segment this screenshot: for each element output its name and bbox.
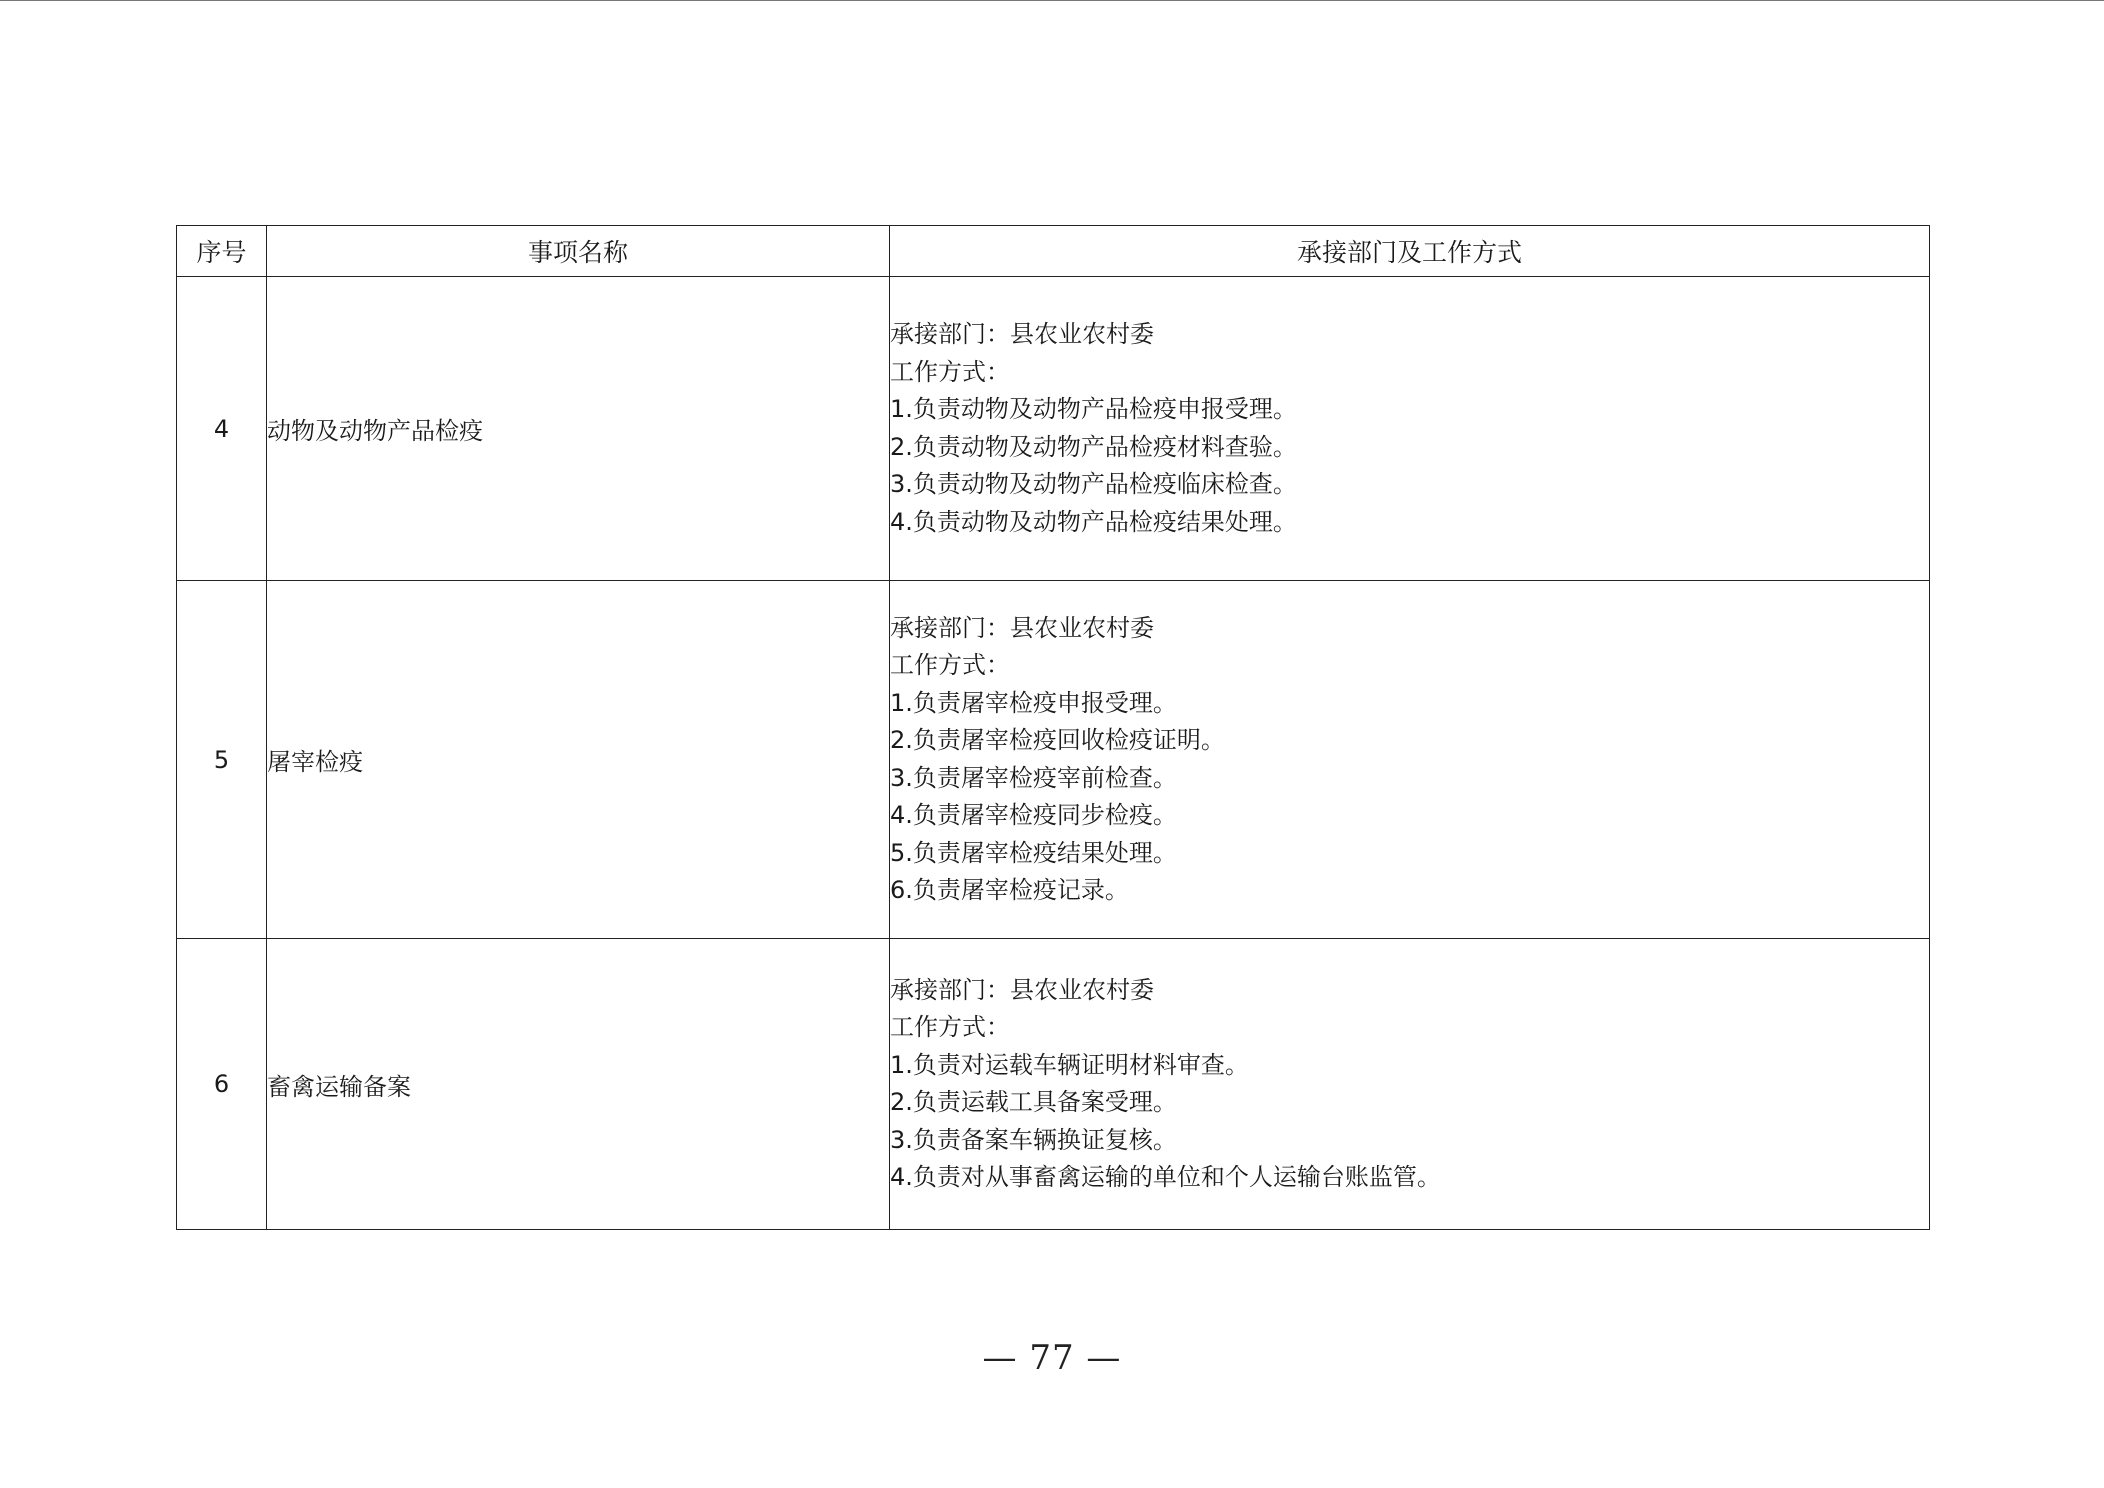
row-item-name: 屠宰检疫	[267, 581, 890, 939]
row-item-name: 动物及动物产品检疫	[267, 277, 890, 581]
row-seq: 4	[177, 277, 267, 581]
dept-line: 4.负责动物及动物产品检疫结果处理。	[890, 507, 1297, 536]
dept-line: 6.负责屠宰检疫记录。	[890, 876, 1129, 904]
dept-line: 工作方式：	[890, 651, 1010, 679]
dept-line: 工作方式：	[890, 357, 1010, 386]
dept-line: 5.负责屠宰检疫结果处理。	[890, 838, 1177, 867]
table-row	[177, 277, 1930, 581]
dept-line: 3.负责动物及动物产品检疫临床检查。	[890, 470, 1297, 498]
dept-line: 1.负责动物及动物产品检疫申报受理。	[890, 395, 1297, 423]
row-dept-method	[890, 581, 1930, 939]
dept-line: 2.负责动物及动物产品检疫材料查验。	[890, 432, 1297, 461]
row-dept-method	[890, 277, 1930, 581]
table-row	[177, 939, 1930, 1230]
dept-line: 1.负责屠宰检疫申报受理。	[890, 688, 1177, 717]
header-item-name: 事项名称	[267, 226, 890, 277]
dept-line: 1.负责对运载车辆证明材料审查。	[890, 1050, 1249, 1079]
dept-line: 承接部门：县农业农村委	[890, 320, 1154, 348]
responsibility-table	[176, 225, 1930, 1230]
dept-line: 3.负责备案车辆换证复核。	[890, 1125, 1177, 1154]
page-number: — 77 —	[982, 1338, 1122, 1378]
table-header-row	[177, 226, 1930, 277]
dept-line: 4.负责对从事畜禽运输的单位和个人运输台账监管。	[890, 1163, 1441, 1191]
dept-line: 2.负责运载工具备案受理。	[890, 1088, 1177, 1116]
dept-line: 承接部门：县农业农村委	[890, 613, 1154, 642]
row-item-name: 畜禽运输备案	[267, 939, 890, 1230]
dept-line: 4.负责屠宰检疫同步检疫。	[890, 801, 1177, 829]
row-seq: 6	[177, 939, 267, 1230]
row-seq: 5	[177, 581, 267, 939]
dept-line: 工作方式：	[890, 1013, 1010, 1041]
header-seq: 序号	[177, 226, 267, 277]
dept-line: 2.负责屠宰检疫回收检疫证明。	[890, 726, 1225, 754]
dept-line: 承接部门：县农业农村委	[890, 975, 1154, 1004]
header-dept-method: 承接部门及工作方式	[890, 226, 1930, 277]
page-top-border	[0, 0, 2104, 1]
dept-line: 3.负责屠宰检疫宰前检查。	[890, 763, 1177, 792]
table-row	[177, 581, 1930, 939]
row-dept-method	[890, 939, 1930, 1230]
